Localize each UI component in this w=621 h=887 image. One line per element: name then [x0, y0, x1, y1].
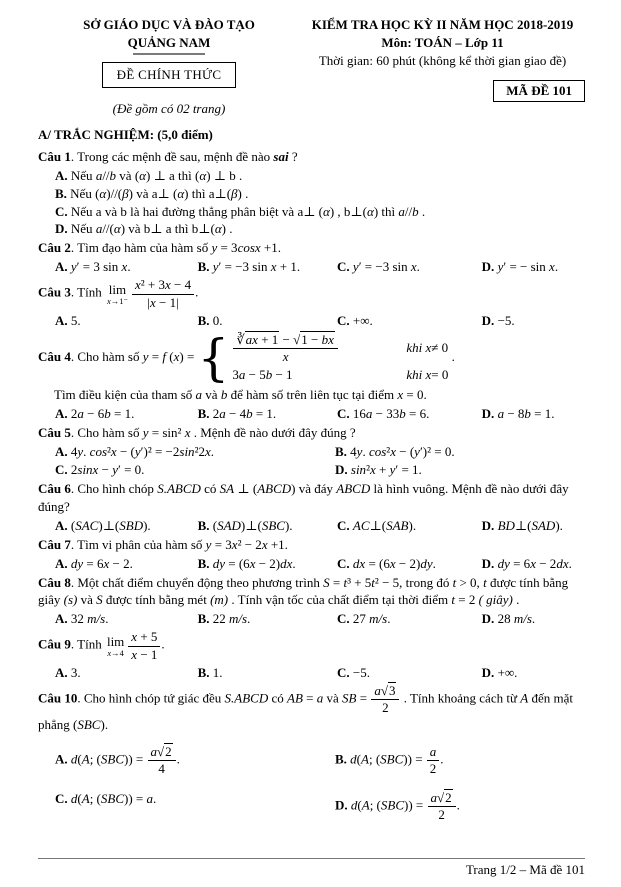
option-b: B. 4y. cos²x − (y′)² = 0. — [335, 443, 455, 459]
option-key: B. — [335, 751, 347, 767]
question-label: Câu 2 — [38, 240, 71, 256]
option-key: C. — [337, 664, 350, 680]
department-name: SỞ GIÁO DỤC VÀ ĐÀO TẠO — [83, 17, 255, 32]
option-key: C. — [337, 406, 350, 422]
option-c: C. −5. — [337, 664, 371, 680]
header-right — [300, 16, 585, 118]
option-key: B. — [197, 517, 210, 533]
question-stem: Câu 9. Tính lim x→4 $\frac{x + 5}{x - 1}$ . — [38, 629, 165, 662]
province-name: QUẢNG NAM — [127, 34, 211, 50]
exam-code-box: MÃ ĐỀ 101 — [493, 80, 585, 102]
option-b: B. d(A; (SBC)) = $\frac{a}{2}$ . — [335, 744, 444, 777]
question-block — [38, 239, 585, 276]
question-block — [38, 574, 585, 629]
question-block — [38, 277, 585, 329]
option-c: C. y′ = −3 sin x. — [337, 259, 420, 275]
question-block — [38, 629, 585, 681]
option-key: D. — [481, 517, 495, 533]
option-key: A. — [55, 259, 68, 275]
duration-line: Thời gian: 60 phút (không kể thời gian giao đề) — [318, 52, 567, 68]
question-stem: Câu 5. Cho hàm số y = sin² x . Mệnh đề nào dưới đây đúng ? — [38, 425, 356, 440]
option-key: C. — [337, 259, 350, 275]
question-stem: Câu 3. Tính lim x→1⁻ $\frac{\text{x² + 3x − 4}}{|x - 1|}$ . — [38, 277, 199, 310]
options-row — [55, 443, 585, 479]
question-label: Câu 3 — [38, 284, 71, 300]
question-label: Câu 7 — [38, 536, 71, 552]
option-d: D. a − 8b = 1. — [481, 406, 555, 422]
question-block — [38, 480, 585, 535]
question-stem: Câu 2. Tìm đạo hàm của hàm số y = 3cosx +1. — [38, 240, 282, 256]
option-d: D. 28 m/s. — [481, 611, 536, 627]
question-stem: Câu 4. Cho hàm số y = f (x) = { $\frac{∛ax + 1 - √1 - bx}{x}$ khi x ≠ 0 3a − 5b − 1 khi x = 0 . — [38, 328, 455, 387]
options-row — [55, 258, 585, 276]
option-d: D. −5. — [481, 312, 515, 328]
page-footer — [38, 858, 585, 879]
option-d: D. dy = 6x − 2dx. — [481, 555, 572, 571]
question-block — [38, 424, 585, 479]
option-c: C. 27 m/s. — [337, 611, 391, 627]
page-number-label: Trang 1/2 – Mã đề 101 — [465, 862, 585, 878]
option-d: D. Nếu a//(α) và b⊥ a thì b⊥(α) . — [55, 221, 233, 237]
option-b: B. y′ = −3 sin x + 1. — [197, 259, 301, 275]
options-row — [55, 664, 585, 682]
question-stem: Câu 8. Một chất điểm chuyển động theo phương trình S = t³ + 5t² − 5, trong đó t > 0, t được tính bằng giây (s) và S được tính bằng mét (m) . Tính vận tốc của chất điểm tại thời điểm t = 2 ( giây) . — [38, 574, 569, 608]
option-b: B. (SAD)⊥(SBC). — [197, 517, 293, 533]
option-a: A. d(A; (SBC)) = $\frac{a√2}{4}$ . — [55, 744, 180, 777]
option-key: D. — [481, 611, 495, 627]
subject-line: Môn: TOÁN – Lớp 11 — [381, 34, 504, 50]
option-key: B. — [197, 611, 210, 627]
option-a: A. Nếu a//b và (α) ⊥ a thì (α) ⊥ b . — [55, 167, 243, 183]
option-b: B. dy = (6x − 2)dx. — [197, 555, 296, 571]
options-row — [55, 744, 585, 823]
option-a: A. 32 m/s. — [55, 611, 109, 627]
option-c: C. 2sinx − y′ = 0. — [55, 461, 145, 477]
option-c: C. AC⊥(SAB). — [337, 517, 417, 533]
question-stem: Câu 6. Cho hình chóp S.ABCD có SA ⊥ (ABCD) và đáy ABCD là hình vuông. Mệnh đề nào dưới đây đúng? — [38, 480, 569, 514]
option-key: A. — [55, 167, 68, 183]
option-key: B. — [55, 185, 67, 201]
question-block — [38, 148, 585, 239]
question-stem: Câu 1. Trong các mệnh đề sau, mệnh đề nào sai ? — [38, 148, 298, 164]
option-key: A. — [55, 443, 68, 459]
option-key: C. — [55, 461, 68, 477]
option-key: D. — [335, 461, 348, 477]
option-b: B. Nếu (α)//(β) và a⊥ (α) thì a⊥(β) . — [55, 185, 249, 201]
option-key: A. — [55, 517, 68, 533]
option-c: C. Nếu a và b là hai đường thẳng phân biệt và a⊥ (α) , b⊥(α) thì a//b . — [55, 203, 426, 219]
option-c: C. d(A; (SBC)) = a. — [55, 790, 157, 806]
option-key: C. — [337, 517, 350, 533]
option-a: A. 3. — [55, 664, 81, 680]
section-title: A/ TRẮC NGHIỆM: (5,0 điểm) — [38, 126, 213, 142]
options-row — [55, 610, 585, 628]
option-key: C. — [337, 611, 350, 627]
options-row — [55, 312, 585, 330]
question-stem: Câu 10. Cho hình chóp tứ giác đều S.ABCD có AB = a và SB = $\frac{a√3}{2}$ . Tính khoảng cách từ A đến mặt phẳng (SBC). — [38, 682, 573, 733]
option-key: C. — [55, 790, 68, 806]
question-label: Câu 8 — [38, 574, 71, 590]
option-d: D. BD⊥(SAD). — [481, 517, 563, 533]
option-key: D. — [335, 797, 348, 813]
option-a: A. 2a − 6b = 1. — [55, 406, 135, 422]
option-key: D. — [481, 555, 495, 571]
option-key: B. — [335, 443, 347, 459]
question-label: Câu 9 — [38, 637, 71, 653]
exam-title: KIỂM TRA HỌC KỲ II NĂM HỌC 2018-2019 — [311, 17, 574, 32]
question-label: Câu 4 — [38, 348, 71, 364]
option-c: C. dx = (6x − 2)dy. — [337, 555, 436, 571]
question-label: Câu 10 — [38, 690, 78, 706]
pages-note: (Đề gồm có 02 trang) — [112, 100, 226, 116]
option-a: A. (SAC)⊥(SBD). — [55, 517, 151, 533]
option-key: C. — [337, 312, 350, 328]
option-key: A. — [55, 312, 68, 328]
option-key: C. — [337, 555, 350, 571]
option-key: D. — [481, 312, 495, 328]
option-key: D. — [481, 406, 495, 422]
question-label: Câu 5 — [38, 425, 71, 440]
page-header — [38, 16, 585, 118]
option-key: A. — [55, 611, 68, 627]
option-b: B. 2a − 4b = 1. — [197, 406, 277, 422]
options-row — [55, 555, 585, 573]
option-key: B. — [197, 664, 210, 680]
question-stem: Câu 7. Tìm vi phân của hàm số y = 3x² − 2x +1. — [38, 536, 288, 552]
option-b: B. 22 m/s. — [197, 611, 251, 627]
option-d: D. d(A; (SBC)) = $\frac{a√2}{2}$ . — [335, 789, 460, 822]
option-key: D. — [55, 221, 68, 237]
question-stem-continued: Tìm điều kiện của tham số a và b để hàm số trên liên tục tại điểm x = 0. — [54, 387, 427, 403]
options-row — [55, 405, 585, 423]
option-key: A. — [55, 555, 68, 571]
question-label: Câu 1 — [38, 148, 71, 164]
option-a: A. y′ = 3 sin x. — [55, 259, 131, 275]
question-block — [38, 536, 585, 573]
question-block — [38, 328, 585, 423]
option-c: C. 16a − 33b = 6. — [337, 406, 430, 422]
option-key: D. — [481, 664, 495, 680]
option-b: B. 0. — [197, 312, 223, 328]
question-block — [38, 683, 585, 823]
questions — [38, 147, 585, 830]
option-key: A. — [55, 664, 68, 680]
option-key: B. — [197, 259, 210, 275]
exam-code-wrap — [300, 80, 585, 102]
options-row — [55, 167, 585, 239]
option-key: A. — [55, 751, 68, 767]
option-d: D. sin²x + y′ = 1. — [335, 461, 422, 477]
option-key: A. — [55, 406, 68, 422]
option-a: A. 5. — [55, 312, 81, 328]
option-c: C. +∞. — [337, 312, 373, 328]
option-a: A. dy = 6x − 2. — [55, 555, 133, 571]
option-key: B. — [197, 406, 210, 422]
option-b: B. 1. — [197, 664, 223, 680]
option-key: B. — [197, 555, 210, 571]
official-exam-box: ĐỀ CHÍNH THỨC — [102, 62, 237, 88]
header-left — [38, 16, 300, 118]
option-key: D. — [481, 259, 495, 275]
option-key: B. — [197, 312, 210, 328]
option-key: C. — [55, 203, 68, 219]
option-d: D. y′ = − sin x. — [481, 259, 559, 275]
header-underline — [133, 53, 205, 55]
options-row — [55, 517, 585, 535]
question-label: Câu 6 — [38, 480, 71, 496]
option-d: D. +∞. — [481, 664, 518, 680]
option-a: A. 4y. cos²x − (y′)² = −2sin²2x. — [55, 443, 214, 459]
